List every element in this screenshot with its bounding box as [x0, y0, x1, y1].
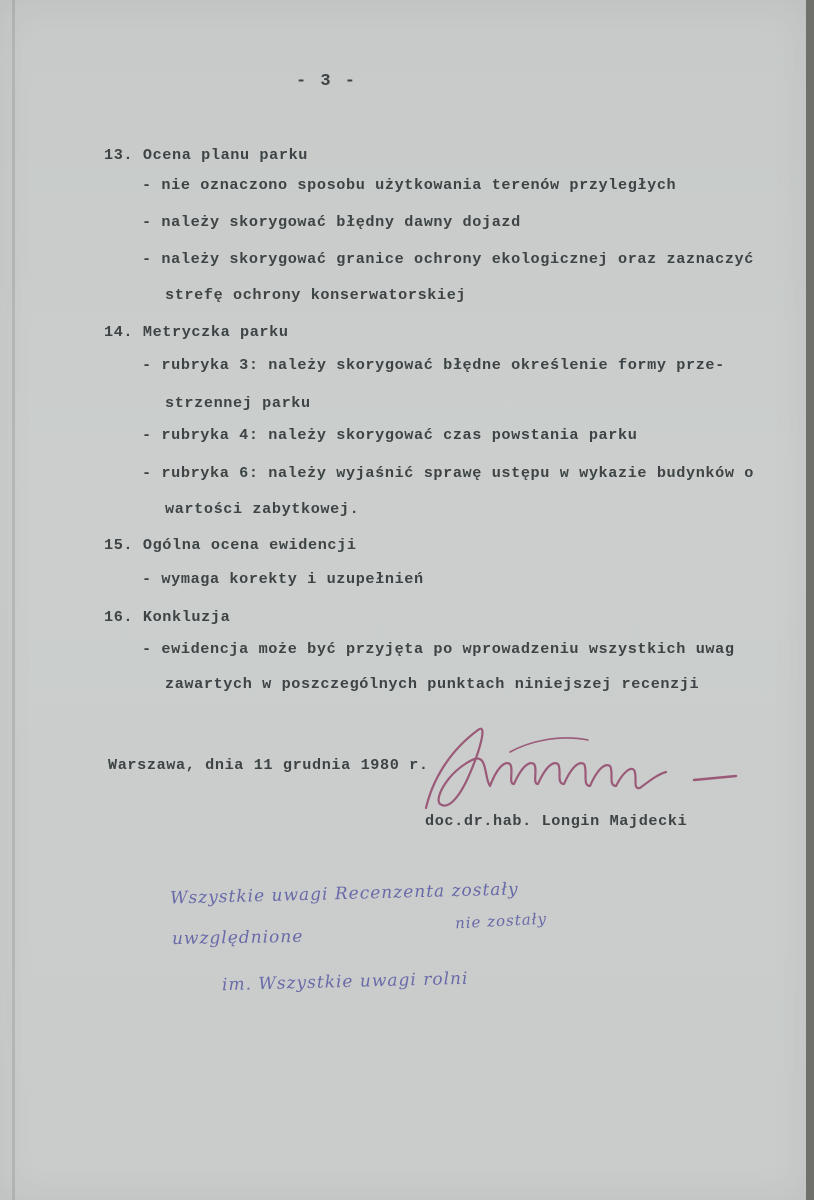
section-14-line-3: - rubryka 4: należy skorygować czas powstania parku [142, 426, 638, 444]
section-14-line-4: - rubryka 6: należy wyjaśnić sprawę ustępu w wykazie budynków o [142, 464, 754, 482]
handwritten-note-line-1: Wszystkie uwagi Recenzenta zostały [169, 879, 519, 909]
section-13-line-2: - należy skorygować błędny dawny dojazd [142, 213, 521, 231]
section-14-line-1: - rubryka 3: należy skorygować błędne określenie formy prze- [142, 356, 725, 374]
section-16-heading: 16. Konkluzja [104, 608, 231, 626]
section-16-line-2: zawartych w poszczególnych punktach niniejszej recenzji [165, 675, 700, 693]
section-13-heading: 13. Ocena planu parku [104, 146, 308, 164]
section-13-line-4: strefę ochrony konserwatorskiej [165, 286, 467, 304]
signatory-name: doc.dr.hab. Longin Majdecki [425, 812, 688, 830]
page-number: - 3 - [296, 72, 358, 91]
handwritten-signature [418, 712, 748, 822]
binding-margin [12, 0, 15, 1200]
handwritten-note-insert: nie zostały [454, 909, 548, 933]
section-15-heading: 15. Ogólna ocena ewidencji [104, 536, 357, 554]
date-line: Warszawa, dnia 11 grudnia 1980 r. [108, 756, 429, 774]
section-13-line-3: - należy skorygować granice ochrony ekologicznej oraz zaznaczyć [142, 250, 754, 268]
page-edge [806, 0, 814, 1200]
section-13-line-1: - nie oznaczono sposobu użytkowania terenów przyległych [142, 176, 677, 194]
handwritten-strikeout [160, 868, 630, 998]
handwritten-note-line-2: uwzględnione [171, 926, 304, 950]
section-14-line-5: wartości zabytkowej. [165, 500, 360, 518]
section-15-line-1: - wymaga korekty i uzupełnień [142, 570, 424, 588]
handwritten-note-line-3: im. Wszystkie uwagi rolni [221, 968, 469, 996]
section-16-line-1: - ewidencja może być przyjęta po wprowadzeniu wszystkich uwag [142, 640, 735, 658]
section-14-line-2: strzennej parku [165, 394, 311, 412]
section-14-heading: 14. Metryczka parku [104, 323, 289, 341]
